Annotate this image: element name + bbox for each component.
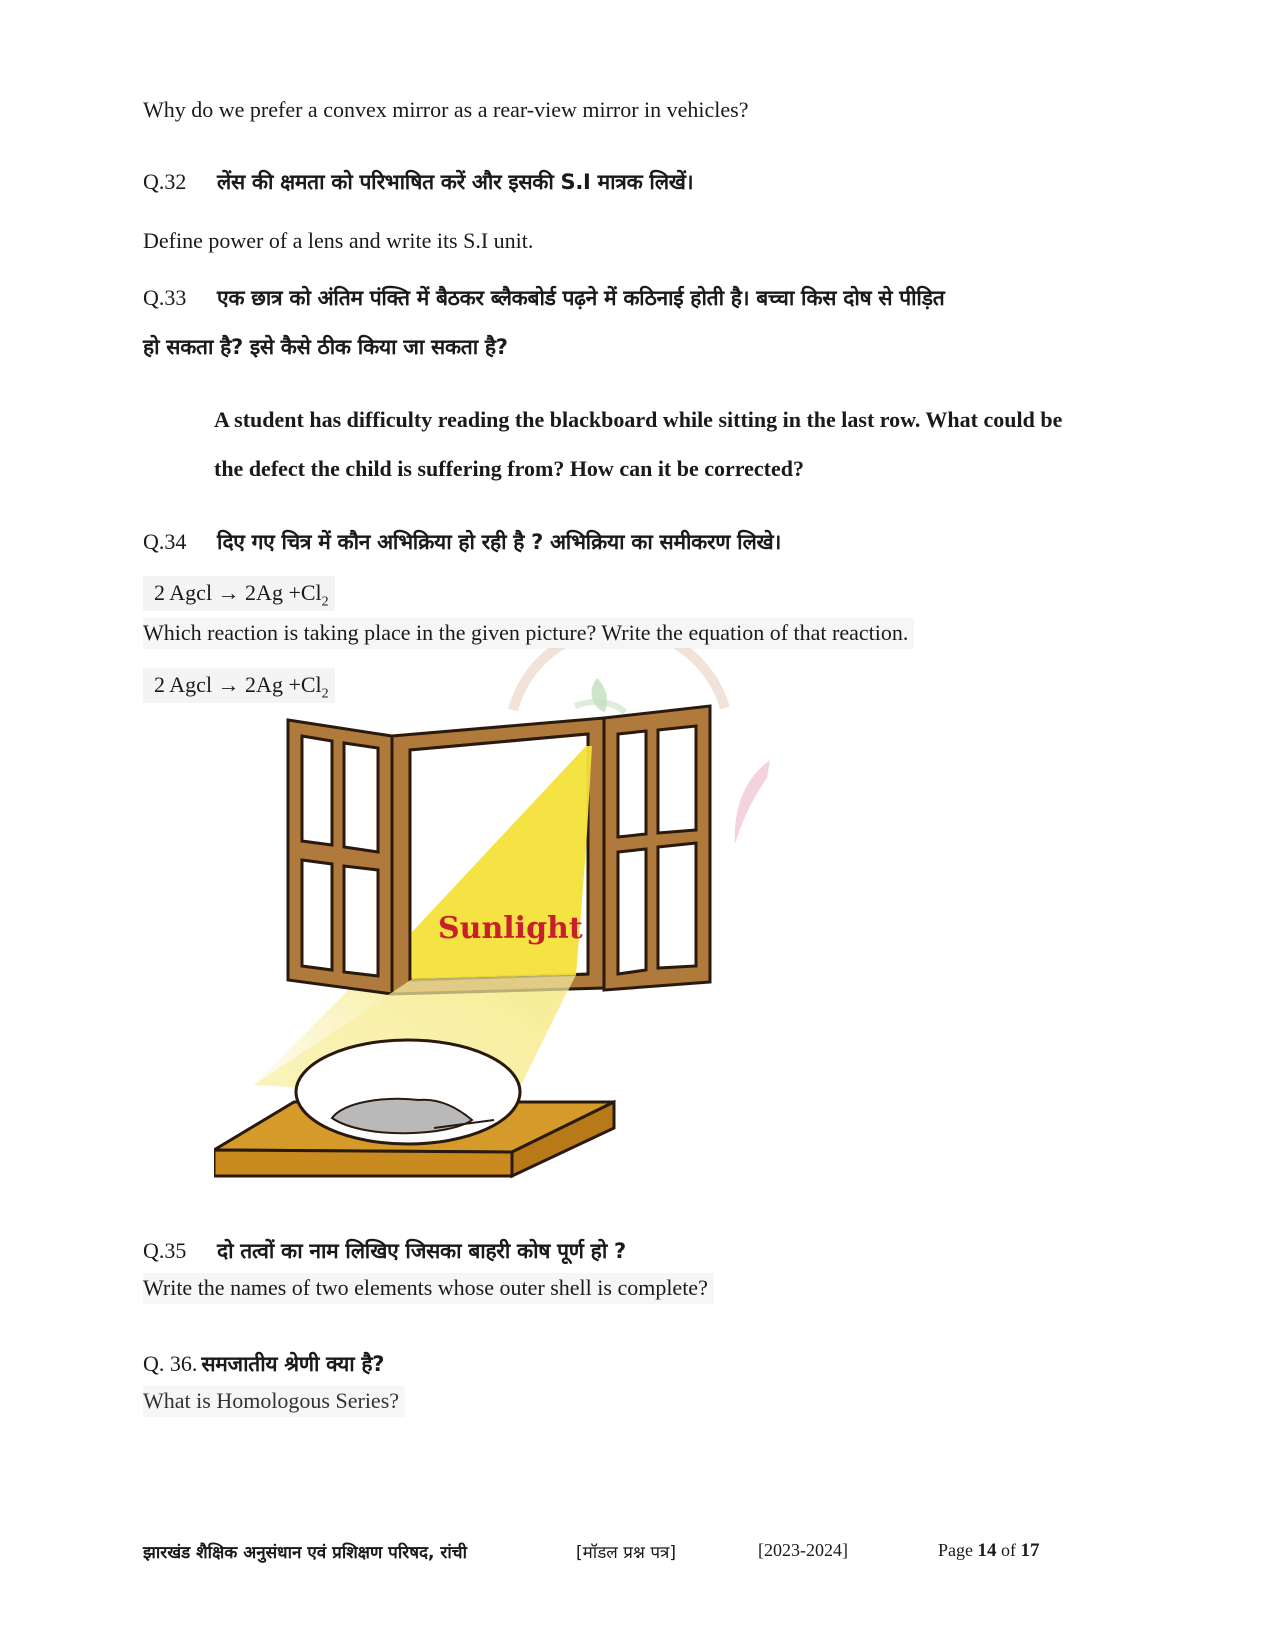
equation-subscript: 2 [321,686,329,702]
left-window-shutter [288,720,392,994]
q36-english [143,1388,405,1414]
footer-page-number [938,1540,1040,1562]
q33-hindi-row-1 [143,284,944,312]
page-of: of [1001,1540,1016,1560]
footer-paper-type: [मॉडल प्रश्न पत्र] [576,1543,676,1563]
sunlight-label: Sunlight [438,911,583,946]
q35-hindi: दो तत्वों का नाम लिखिए जिसका बाहरी कोष पूर्ण हो ? [217,1239,626,1263]
q35-number: Q.35 [143,1238,187,1263]
footer-organization: झारखंड शैक्षिक अनुसंधान एवं प्रशिक्षण परिषद, रांची [143,1543,467,1563]
right-window-shutter [604,706,710,990]
q35-hindi-row [143,1237,626,1265]
q36-hindi-row [143,1350,384,1378]
q36-number: Q. 36. [143,1351,198,1376]
q33-hindi-line1: एक छात्र को अंतिम पंक्ति में बैठकर ब्लैकबोर्ड पढ़ने में कठिनाई होती है। बच्चा किस दोष से पीड़ित [217,286,945,310]
q32-hindi-row [143,168,693,196]
q36-hindi: समजातीय श्रेणी क्या है? [201,1352,385,1376]
footer-session: [2023-2024] [758,1540,848,1560]
page-total: 17 [1020,1540,1040,1561]
watch-glass [296,1040,520,1144]
q35-english [143,1275,714,1301]
q31-english: Why do we prefer a convex mirror as a rear-view mirror in vehicles? [143,97,749,122]
page-current: 14 [977,1540,997,1561]
q32-hindi: लेंस की क्षमता को परिभाषित करें और इसकी S.I मात्रक लिखें। [217,170,694,194]
q32-number: Q.32 [143,169,187,194]
equation-text: 2 Agcl → 2Ag +Cl [154,672,322,697]
q33-english-line1: A student has difficulty reading the blackboard while sitting in the last row. What could be [214,407,1063,432]
q34-equation-1 [143,580,335,610]
q33-english-line2: the defect the child is suffering from? How can it be corrected? [214,456,805,481]
q34-equation-2 [143,672,335,702]
q34-hindi: दिए गए चित्र में कौन अभिक्रिया हो रही है ? अभिक्रिया का समीकरण लिखे। [217,530,782,554]
q34-number: Q.34 [143,529,187,554]
q34-english [143,620,914,646]
q34-hindi-row [143,528,781,556]
q36-english-text: What is Homologous Series? [143,1386,405,1417]
page-prefix: Page [938,1540,973,1560]
q34-english-text: Which reaction is taking place in the given picture? Write the equation of that reaction. [143,618,914,649]
equation-text: 2 Agcl → 2Ag +Cl [154,580,322,605]
q35-english-text: Write the names of two elements whose outer shell is complete? [143,1273,714,1304]
q32-english: Define power of a lens and write its S.I unit. [143,228,534,253]
q33-hindi-line2: हो सकता है? इसे कैसे ठीक किया जा सकता है? [143,335,508,359]
equation-subscript: 2 [321,594,329,610]
q33-number: Q.33 [143,285,187,310]
sunlight-figure [214,700,814,1240]
